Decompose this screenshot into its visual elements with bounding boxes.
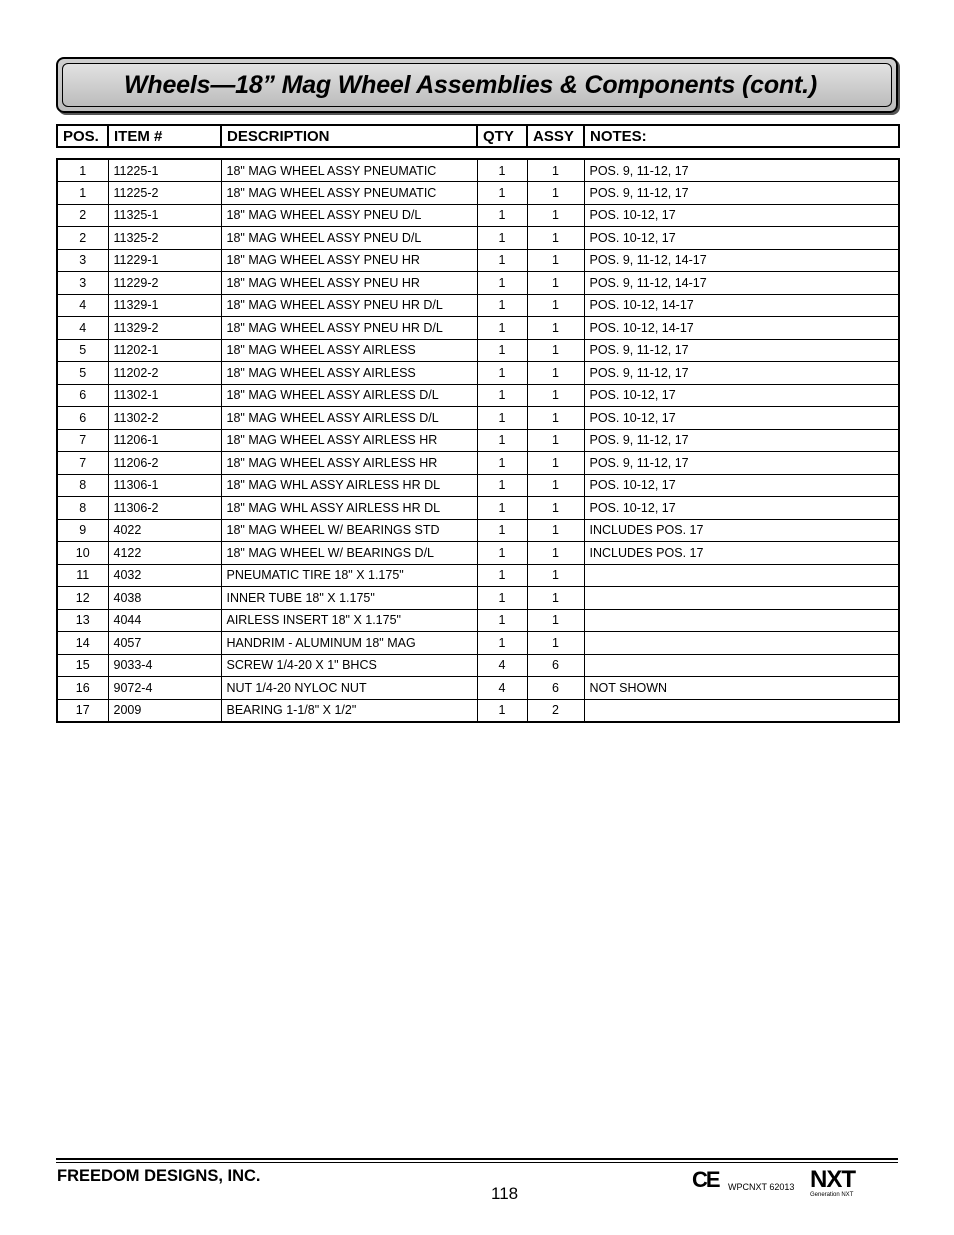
cell-pos: 9 (57, 519, 108, 542)
table-row (57, 362, 899, 385)
cell-item: 4032 (108, 564, 221, 587)
company-name: FREEDOM DESIGNS, INC. (57, 1167, 261, 1185)
cell-qty: 1 (477, 182, 527, 205)
cell-assy: 1 (527, 159, 584, 182)
parts-table (56, 158, 900, 723)
cell-qty: 1 (477, 632, 527, 655)
cell-qty: 1 (477, 227, 527, 250)
cell-qty: 1 (477, 339, 527, 362)
cell-description: 18" MAG WHEEL ASSY AIRLESS HR (221, 452, 477, 475)
cell-qty: 1 (477, 429, 527, 452)
table-row (57, 249, 899, 272)
table-row (57, 699, 899, 722)
cell-qty: 1 (477, 384, 527, 407)
cell-notes: NOT SHOWN (584, 677, 899, 700)
cell-description: 18" MAG WHEEL ASSY AIRLESS (221, 339, 477, 362)
table-row (57, 317, 899, 340)
cell-item: 11206-2 (108, 452, 221, 475)
cell-notes (584, 654, 899, 677)
cell-item: 11329-2 (108, 317, 221, 340)
header-assy: ASSY (527, 125, 584, 147)
cell-qty: 1 (477, 362, 527, 385)
cell-assy: 2 (527, 699, 584, 722)
cell-description: BEARING 1-1/8" X 1/2" (221, 699, 477, 722)
cell-assy: 1 (527, 249, 584, 272)
cell-description: 18" MAG WHEEL ASSY PNEU HR D/L (221, 294, 477, 317)
table-row (57, 542, 899, 565)
cell-assy: 1 (527, 564, 584, 587)
cell-assy: 1 (527, 317, 584, 340)
cell-notes (584, 564, 899, 587)
cell-pos: 2 (57, 227, 108, 250)
header-description: DESCRIPTION (221, 125, 477, 147)
cell-item: 11202-1 (108, 339, 221, 362)
cell-assy: 1 (527, 609, 584, 632)
table-row (57, 677, 899, 700)
cell-notes: POS. 9, 11-12, 17 (584, 429, 899, 452)
cell-notes: POS. 9, 11-12, 17 (584, 159, 899, 182)
cell-item: 11229-2 (108, 272, 221, 295)
cell-qty: 1 (477, 564, 527, 587)
cell-notes: POS. 10-12, 14-17 (584, 317, 899, 340)
cell-item: 9072-4 (108, 677, 221, 700)
cell-notes (584, 609, 899, 632)
cell-qty: 1 (477, 249, 527, 272)
cell-assy: 1 (527, 294, 584, 317)
cell-description: 18" MAG WHEEL ASSY PNEUMATIC (221, 182, 477, 205)
cell-description: 18" MAG WHEEL ASSY AIRLESS (221, 362, 477, 385)
cell-qty: 1 (477, 159, 527, 182)
cell-pos: 7 (57, 429, 108, 452)
cell-pos: 4 (57, 294, 108, 317)
cell-pos: 16 (57, 677, 108, 700)
cell-notes: POS. 10-12, 17 (584, 384, 899, 407)
table-row (57, 474, 899, 497)
cell-notes: POS. 9, 11-12, 17 (584, 182, 899, 205)
cell-description: HANDRIM - ALUMINUM 18" MAG (221, 632, 477, 655)
cell-qty: 1 (477, 407, 527, 430)
cell-description: 18" MAG WHEEL ASSY PNEU HR (221, 272, 477, 295)
cell-notes: POS. 10-12, 17 (584, 204, 899, 227)
cell-qty: 1 (477, 519, 527, 542)
cell-qty: 1 (477, 699, 527, 722)
ce-mark-icon: CE (692, 1167, 719, 1192)
cell-description: 18" MAG WHEEL ASSY AIRLESS D/L (221, 384, 477, 407)
cell-pos: 1 (57, 159, 108, 182)
cell-item: 11325-1 (108, 204, 221, 227)
cell-item: 4022 (108, 519, 221, 542)
cell-notes: POS. 10-12, 17 (584, 497, 899, 520)
cell-assy: 1 (527, 339, 584, 362)
table-row (57, 182, 899, 205)
cell-pos: 6 (57, 407, 108, 430)
cell-pos: 6 (57, 384, 108, 407)
cell-description: 18" MAG WHL ASSY AIRLESS HR DL (221, 474, 477, 497)
footer-rule-thin (56, 1162, 898, 1163)
cell-assy: 1 (527, 182, 584, 205)
cell-item: 11306-1 (108, 474, 221, 497)
cell-description: NUT 1/4-20 NYLOC NUT (221, 677, 477, 700)
cell-assy: 6 (527, 677, 584, 700)
cell-notes: POS. 10-12, 14-17 (584, 294, 899, 317)
header-item: ITEM # (108, 125, 221, 147)
nxt-logo (810, 1168, 856, 1202)
cell-item: 4044 (108, 609, 221, 632)
cell-qty: 1 (477, 272, 527, 295)
cell-assy: 1 (527, 452, 584, 475)
cell-description: 18" MAG WHEEL ASSY PNEU HR D/L (221, 317, 477, 340)
cell-notes (584, 632, 899, 655)
cell-pos: 10 (57, 542, 108, 565)
cell-assy: 1 (527, 542, 584, 565)
cell-item: 11302-2 (108, 407, 221, 430)
cell-description: 18" MAG WHEEL ASSY PNEU D/L (221, 204, 477, 227)
cell-assy: 6 (527, 654, 584, 677)
header-row (57, 125, 899, 147)
header-pos: POS. (57, 125, 108, 147)
cell-assy: 1 (527, 429, 584, 452)
table-row (57, 272, 899, 295)
cell-description: 18" MAG WHEEL ASSY PNEU D/L (221, 227, 477, 250)
cell-description: 18" MAG WHL ASSY AIRLESS HR DL (221, 497, 477, 520)
cell-description: SCREW 1/4-20 X 1" BHCS (221, 654, 477, 677)
cell-qty: 1 (477, 474, 527, 497)
cell-pos: 8 (57, 474, 108, 497)
cell-description: 18" MAG WHEEL ASSY AIRLESS HR (221, 429, 477, 452)
cell-qty: 4 (477, 654, 527, 677)
cell-item: 11325-2 (108, 227, 221, 250)
cell-item: 9033-4 (108, 654, 221, 677)
cell-pos: 17 (57, 699, 108, 722)
table-row (57, 294, 899, 317)
logo-word: NXT (810, 1166, 855, 1193)
table-row (57, 654, 899, 677)
cell-pos: 5 (57, 339, 108, 362)
cell-assy: 1 (527, 227, 584, 250)
table-row (57, 227, 899, 250)
cell-assy: 1 (527, 632, 584, 655)
cell-assy: 1 (527, 497, 584, 520)
cell-item: 11202-2 (108, 362, 221, 385)
title-banner (56, 57, 898, 113)
cell-assy: 1 (527, 407, 584, 430)
cell-pos: 12 (57, 587, 108, 610)
cell-pos: 4 (57, 317, 108, 340)
cell-assy: 1 (527, 587, 584, 610)
table-row (57, 587, 899, 610)
table-row (57, 407, 899, 430)
cell-assy: 1 (527, 519, 584, 542)
cell-pos: 15 (57, 654, 108, 677)
cell-qty: 1 (477, 317, 527, 340)
cell-pos: 8 (57, 497, 108, 520)
cell-notes: POS. 9, 11-12, 17 (584, 452, 899, 475)
cell-notes: POS. 9, 11-12, 17 (584, 339, 899, 362)
cell-description: 18" MAG WHEEL ASSY PNEU HR (221, 249, 477, 272)
cell-notes: INCLUDES POS. 17 (584, 519, 899, 542)
cell-qty: 1 (477, 294, 527, 317)
cell-item: 11225-2 (108, 182, 221, 205)
cell-qty: 4 (477, 677, 527, 700)
cell-pos: 11 (57, 564, 108, 587)
cell-description: INNER TUBE 18" X 1.175" (221, 587, 477, 610)
cell-description: 18" MAG WHEEL W/ BEARINGS D/L (221, 542, 477, 565)
cell-item: 11302-1 (108, 384, 221, 407)
table-row (57, 564, 899, 587)
cell-description: 18" MAG WHEEL W/ BEARINGS STD (221, 519, 477, 542)
logo-subtitle: Generation NXT (810, 1192, 854, 1198)
page-number: 118 (491, 1184, 519, 1203)
cell-qty: 1 (477, 204, 527, 227)
cell-qty: 1 (477, 452, 527, 475)
cell-qty: 1 (477, 609, 527, 632)
cell-notes (584, 699, 899, 722)
cell-qty: 1 (477, 542, 527, 565)
cell-notes: POS. 10-12, 17 (584, 407, 899, 430)
cell-item: 11329-1 (108, 294, 221, 317)
cell-description: AIRLESS INSERT 18" X 1.175" (221, 609, 477, 632)
cell-item: 4038 (108, 587, 221, 610)
table-row (57, 632, 899, 655)
parts-table-header (56, 124, 900, 148)
cell-qty: 1 (477, 587, 527, 610)
cell-pos: 3 (57, 272, 108, 295)
table-row (57, 339, 899, 362)
cell-notes: POS. 9, 11-12, 14-17 (584, 249, 899, 272)
page-title: Wheels—18” Mag Wheel Assemblies & Components (cont.) (124, 71, 817, 99)
cell-item: 4122 (108, 542, 221, 565)
header-qty: QTY (477, 125, 527, 147)
table-row (57, 429, 899, 452)
table-row (57, 384, 899, 407)
cell-item: 11225-1 (108, 159, 221, 182)
cell-item: 2009 (108, 699, 221, 722)
doc-code: WPCNXT 62013 (728, 1182, 795, 1192)
cell-description: PNEUMATIC TIRE 18" X 1.175" (221, 564, 477, 587)
cell-pos: 2 (57, 204, 108, 227)
table-row (57, 609, 899, 632)
cell-notes (584, 587, 899, 610)
cell-pos: 3 (57, 249, 108, 272)
cell-item: 11229-1 (108, 249, 221, 272)
cell-assy: 1 (527, 272, 584, 295)
cell-notes: POS. 9, 11-12, 14-17 (584, 272, 899, 295)
cell-description: 18" MAG WHEEL ASSY AIRLESS D/L (221, 407, 477, 430)
cell-notes: INCLUDES POS. 17 (584, 542, 899, 565)
table-row (57, 204, 899, 227)
cell-notes: POS. 10-12, 17 (584, 227, 899, 250)
cell-assy: 1 (527, 204, 584, 227)
cell-item: 11206-1 (108, 429, 221, 452)
cell-pos: 14 (57, 632, 108, 655)
cell-pos: 5 (57, 362, 108, 385)
cell-pos: 13 (57, 609, 108, 632)
cell-notes: POS. 9, 11-12, 17 (584, 362, 899, 385)
cell-assy: 1 (527, 362, 584, 385)
table-row (57, 497, 899, 520)
cell-description: 18" MAG WHEEL ASSY PNEUMATIC (221, 159, 477, 182)
cell-pos: 1 (57, 182, 108, 205)
cell-pos: 7 (57, 452, 108, 475)
table-row (57, 452, 899, 475)
cell-assy: 1 (527, 384, 584, 407)
cell-assy: 1 (527, 474, 584, 497)
table-row (57, 519, 899, 542)
footer-rule (56, 1158, 898, 1160)
header-notes: NOTES: (584, 125, 899, 147)
cell-item: 11306-2 (108, 497, 221, 520)
cell-qty: 1 (477, 497, 527, 520)
cell-notes: POS. 10-12, 17 (584, 474, 899, 497)
cell-item: 4057 (108, 632, 221, 655)
table-row (57, 159, 899, 182)
